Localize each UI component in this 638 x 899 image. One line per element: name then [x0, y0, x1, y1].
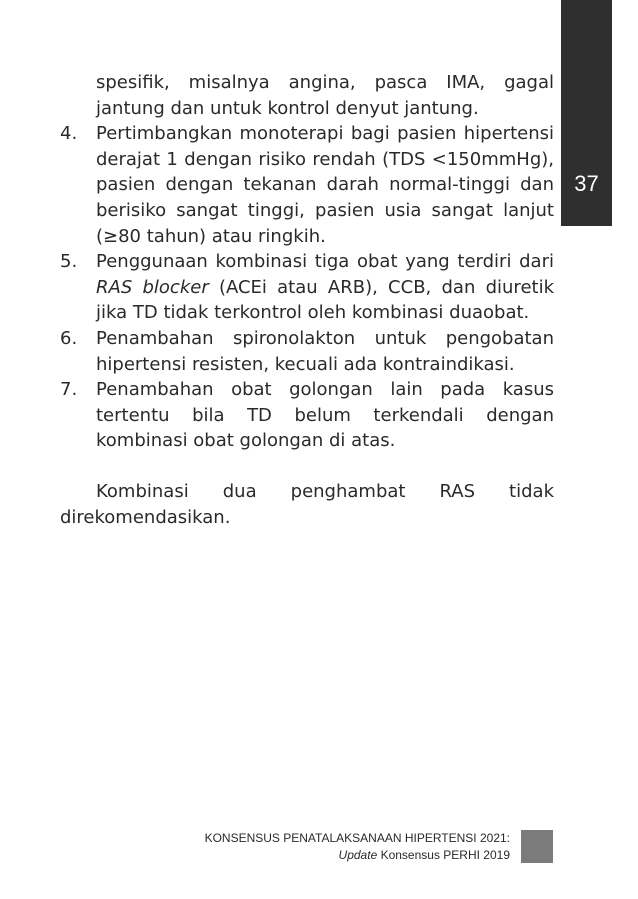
text-segment: (ACEi atau ARB), CCB, dan diuretik jika TD tidak terkontrol oleh kombinasi duaobat.: [96, 276, 554, 324]
list-number: 4.: [60, 123, 78, 145]
list-item-text: Penambahan spironolakton untuk pengobatan hipertensi resisten, kecuali ada kontraindikasi.: [96, 327, 554, 375]
list-item: [60, 121, 554, 249]
text-segment: Penggunaan kombinasi tiga obat yang terdiri dari: [96, 251, 554, 273]
list-item: [60, 377, 554, 454]
list-number: 5.: [60, 251, 78, 273]
list-item-text: Pertimbangkan monoterapi bagi pasien hipertensi derajat 1 dengan risiko rendah (TDS <150mmHg), pasien dengan tekanan darah normal-tinggi dan berisiko sangat tinggi, pasien usia sangat lanjut (≥80 tahun) atau ringkih.: [96, 123, 554, 247]
closing-paragraph: Kombinasi dua penghambat RAS tidak direkomendasikan.: [60, 480, 554, 528]
list-item-text: [96, 251, 554, 323]
list-item: [60, 326, 554, 377]
page-number-tab: [561, 0, 612, 226]
list-item: [60, 249, 554, 326]
page-number: 37: [574, 171, 599, 196]
footer-update-label: Update: [338, 848, 378, 862]
recommendation-list: [60, 121, 554, 454]
list-number: 6.: [60, 327, 78, 349]
page-content: [60, 70, 554, 530]
italic-term: RAS blocker: [96, 276, 209, 298]
footer-subtitle: [205, 847, 510, 864]
list-number: 7.: [60, 379, 78, 401]
running-footer: [205, 830, 510, 864]
continuation-paragraph: spesifik, misalnya angina, pasca IMA, gagal jantung dan untuk kontrol denyut jantung.: [96, 72, 554, 119]
footer-marker: [521, 830, 553, 863]
footer-subtitle-rest: Konsensus PERHI 2019: [377, 848, 510, 862]
list-item-text: Penambahan obat golongan lain pada kasus tertentu bila TD belum terkendali dengan kombinasi obat golongan di atas.: [96, 379, 554, 452]
footer-title: KONSENSUS PENATALAKSANAAN HIPERTENSI 2021:: [204, 831, 510, 845]
